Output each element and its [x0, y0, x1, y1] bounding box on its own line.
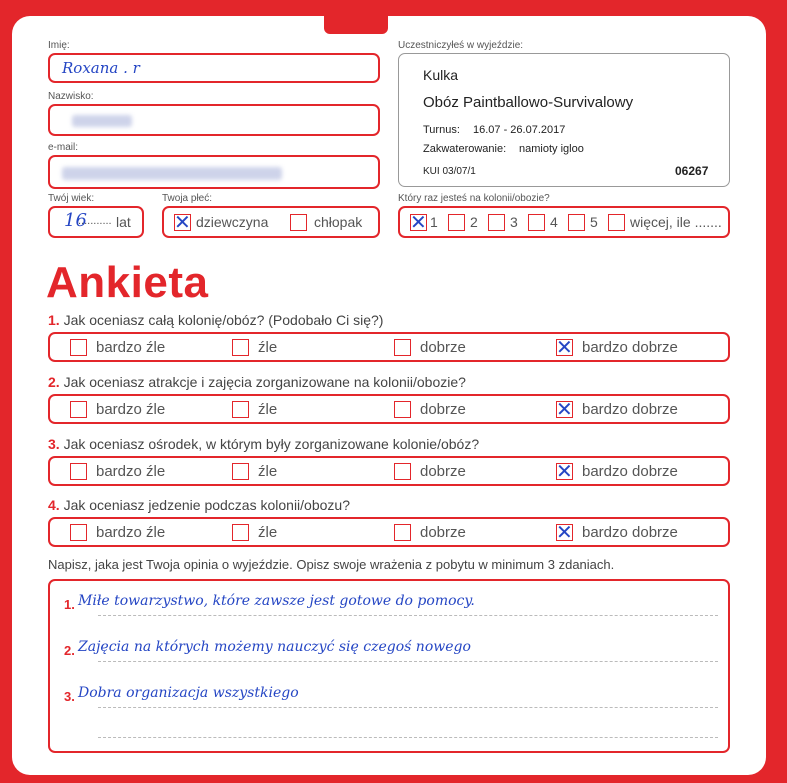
q3-option-4-checkbox[interactable] [556, 463, 573, 480]
question-number: 4. [48, 497, 60, 513]
imie-field[interactable] [48, 53, 380, 83]
q2-option-3-label: dobrze [420, 401, 466, 418]
question-3-options [48, 456, 730, 486]
opinion-line-1 [98, 615, 718, 616]
q3-option-3-label: dobrze [420, 463, 466, 480]
nazwisko-field[interactable] [48, 104, 380, 136]
plec-dziewczyna-label: dziewczyna [196, 214, 269, 230]
q1-option-4-label: bardzo dobrze [582, 339, 678, 356]
ktory-field [398, 206, 730, 238]
imie-value: Roxana . r [62, 59, 140, 77]
q4-option-4-checkbox[interactable] [556, 524, 573, 541]
ktory-1-checkbox[interactable] [410, 214, 427, 231]
plec-field [162, 206, 380, 238]
q2-option-3-checkbox[interactable] [394, 401, 411, 418]
q2-option-2-checkbox[interactable] [232, 401, 249, 418]
q1-option-1-checkbox[interactable] [70, 339, 87, 356]
question-text: Jak oceniasz jedzenie podczas kolonii/obozu? [63, 497, 350, 513]
question-number: 2. [48, 374, 60, 390]
q2-option-4-checkbox[interactable] [556, 401, 573, 418]
q2-option-1-checkbox[interactable] [70, 401, 87, 418]
opinion-prompt: Napisz, jaka jest Twoja opinia o wyjeździe. Opisz swoje wrażenia z pobytu w minimum 3 zdaniach. [48, 557, 615, 572]
q4-option-1-checkbox[interactable] [70, 524, 87, 541]
q4-option-4-label: bardzo dobrze [582, 524, 678, 541]
ktory-wiecej-label: więcej, ile ....... [630, 214, 722, 230]
udzial-label: Uczestniczyłeś w wyjeździe: [398, 40, 524, 51]
ktory-label: Który raz jesteś na kolonii/obozie? [398, 193, 550, 204]
question-1-options [48, 332, 730, 362]
camp-number: 06267 [675, 164, 709, 178]
ktory-4-checkbox[interactable] [528, 214, 545, 231]
plec-chlopak-label: chłopak [314, 214, 363, 230]
ktory-1-label: 1 [430, 214, 438, 230]
question-2 [48, 374, 466, 390]
q1-option-1-label: bardzo źle [96, 339, 166, 356]
opinion-2-num: 2. [64, 643, 75, 658]
ktory-2-label: 2 [470, 214, 478, 230]
q4-option-1-label: bardzo źle [96, 524, 166, 541]
question-3 [48, 436, 479, 452]
question-2-options [48, 394, 730, 424]
opinion-line-4 [98, 737, 718, 738]
zakwaterowanie-value: namioty igloo [519, 143, 584, 155]
ktory-5-label: 5 [590, 214, 598, 230]
q3-option-1-label: bardzo źle [96, 463, 166, 480]
wiek-dots: ........... [78, 215, 112, 227]
plec-label: Twoja płeć: [162, 193, 213, 204]
q4-option-3-checkbox[interactable] [394, 524, 411, 541]
ktory-3-checkbox[interactable] [488, 214, 505, 231]
camp-info-box [398, 53, 730, 187]
camp-code: KUI 03/07/1 [423, 166, 476, 177]
email-redacted [62, 167, 282, 180]
opinion-line-2 [98, 661, 718, 662]
question-number: 1. [48, 312, 60, 328]
opinion-box[interactable] [48, 579, 730, 753]
opinion-3-text: Dobra organizacja wszystkiego [78, 685, 299, 701]
q1-option-2-checkbox[interactable] [232, 339, 249, 356]
q2-option-2-label: źle [258, 401, 278, 418]
survey-sheet [12, 16, 766, 775]
q3-option-3-checkbox[interactable] [394, 463, 411, 480]
camp-title: Obóz Paintballowo-Survivalowy [423, 94, 634, 111]
q3-option-2-checkbox[interactable] [232, 463, 249, 480]
q2-option-4-label: bardzo dobrze [582, 401, 678, 418]
ktory-3-label: 3 [510, 214, 518, 230]
q1-option-2-label: źle [258, 339, 278, 356]
q2-option-1-label: bardzo źle [96, 401, 166, 418]
wiek-unit: lat [116, 214, 131, 230]
question-1 [48, 312, 383, 328]
q4-option-2-checkbox[interactable] [232, 524, 249, 541]
turnus-value: 16.07 - 26.07.2017 [473, 124, 566, 136]
ktory-4-label: 4 [550, 214, 558, 230]
q1-option-3-checkbox[interactable] [394, 339, 411, 356]
ktory-wiecej-checkbox[interactable] [608, 214, 625, 231]
q4-option-2-label: źle [258, 524, 278, 541]
q3-option-4-label: bardzo dobrze [582, 463, 678, 480]
question-text: Jak oceniasz całą kolonię/obóz? (Podobało Ci się?) [63, 312, 384, 328]
wiek-label: Twój wiek: [48, 193, 95, 204]
imie-label: Imię: [48, 40, 70, 51]
question-text: Jak oceniasz ośrodek, w którym były zorganizowane kolonie/obóz? [63, 436, 480, 452]
email-label: e-mail: [48, 142, 79, 153]
q3-option-2-label: źle [258, 463, 278, 480]
q1-option-3-label: dobrze [420, 339, 466, 356]
question-number: 3. [48, 436, 60, 452]
wiek-value: 16 [64, 210, 87, 231]
ktory-2-checkbox[interactable] [448, 214, 465, 231]
turnus-label: Turnus: [423, 124, 460, 136]
question-text: Jak oceniasz atrakcje i zajęcia zorganizowane na kolonii/obozie? [63, 374, 466, 390]
zakwaterowanie-label: Zakwaterowanie: [423, 143, 507, 155]
survey-title: Ankieta [46, 258, 209, 307]
camp-name: Kulka [423, 67, 459, 83]
wiek-field[interactable] [48, 206, 144, 238]
q3-option-1-checkbox[interactable] [70, 463, 87, 480]
email-field[interactable] [48, 155, 380, 189]
q1-option-4-checkbox[interactable] [556, 339, 573, 356]
q4-option-3-label: dobrze [420, 524, 466, 541]
opinion-2-text: Zajęcia na których możemy nauczyć się czegoś nowego [78, 639, 471, 655]
plec-dziewczyna-checkbox[interactable] [174, 214, 191, 231]
nazwisko-label: Nazwisko: [48, 91, 94, 102]
nazwisko-redacted [72, 115, 132, 127]
opinion-1-text: Miłe towarzystwo, które zawsze jest gotowe do pomocy. [78, 593, 475, 609]
plec-chlopak-checkbox[interactable] [290, 214, 307, 231]
question-4-options [48, 517, 730, 547]
top-notch [324, 16, 388, 34]
opinion-1-num: 1. [64, 597, 75, 612]
opinion-line-3 [98, 707, 718, 708]
opinion-3-num: 3. [64, 689, 75, 704]
ktory-5-checkbox[interactable] [568, 214, 585, 231]
question-4 [48, 497, 350, 513]
